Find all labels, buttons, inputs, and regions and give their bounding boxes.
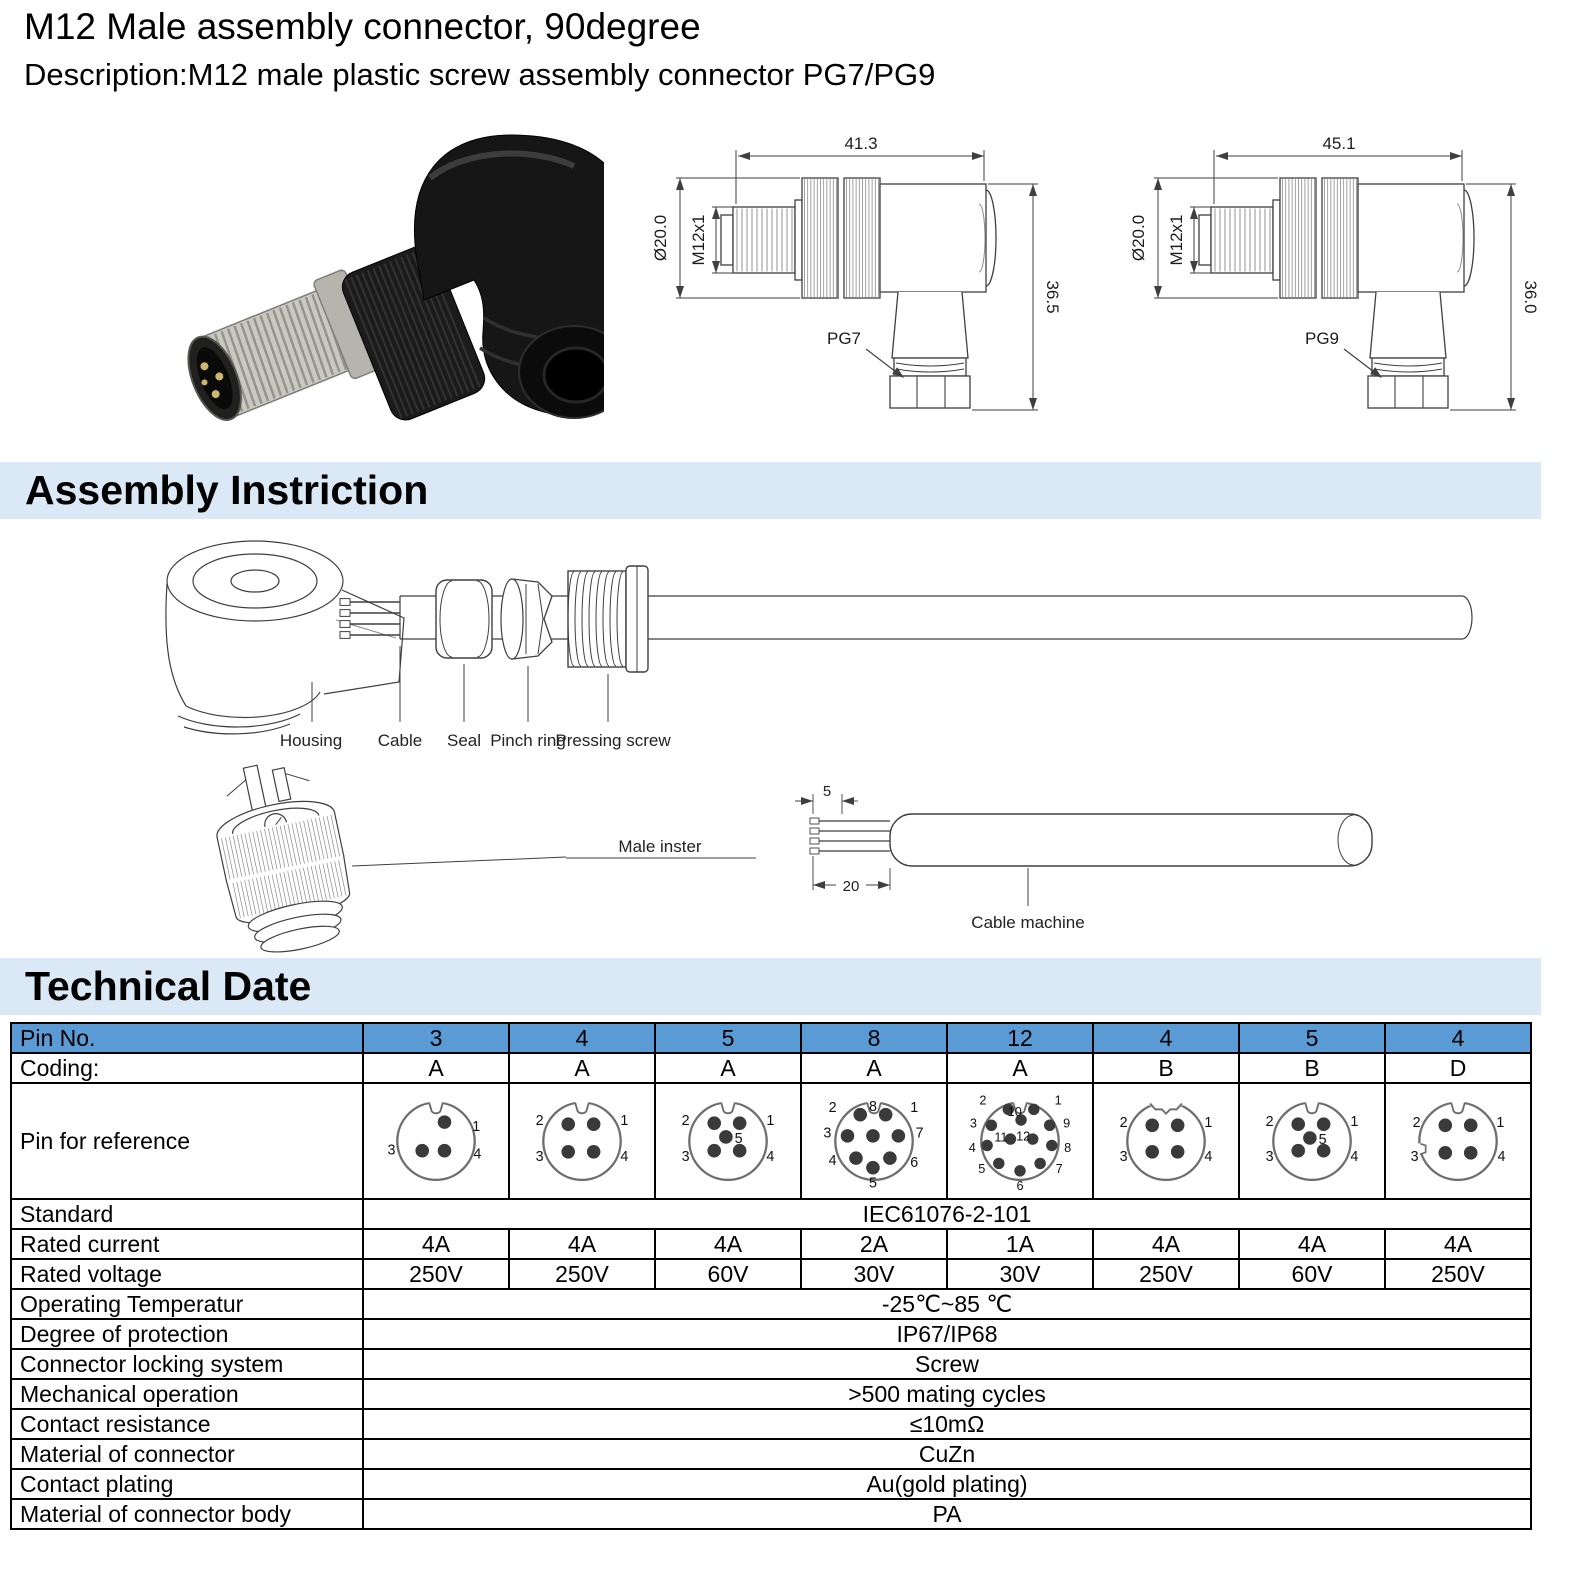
svg-text:3: 3 — [969, 1115, 977, 1131]
pin-diagram-4-D — [1405, 1085, 1511, 1191]
pin-diagram-12-A — [967, 1085, 1073, 1191]
table-row-rated-voltage — [11, 1259, 1531, 1289]
cable-label: Cable — [377, 731, 423, 750]
dim-diameter-label: Ø20.0 — [1129, 214, 1148, 262]
pin-diagram-8-A — [821, 1085, 927, 1191]
row-value-degree-of-protection: IP67/IP68 — [363, 1319, 1531, 1349]
row-value-operating-temperatur: -25℃~85 ℃ — [363, 1289, 1531, 1319]
rated-voltage-cell-3: 60V — [655, 1259, 801, 1289]
technical-section-header — [0, 958, 1541, 1015]
row-label-material-of-connector-body: Material of connector body — [11, 1499, 363, 1529]
rated-current-cell-6: 4A — [1093, 1229, 1239, 1259]
svg-text:4: 4 — [1497, 1148, 1506, 1165]
svg-text:5: 5 — [868, 1175, 877, 1191]
assembly-diagram — [0, 524, 1575, 956]
pressing-screw-label: Pressing screw — [555, 731, 671, 750]
table-row-material-of-connector — [11, 1439, 1531, 1469]
svg-text:1: 1 — [620, 1112, 629, 1129]
pin-no-cell-8: 4 — [1385, 1023, 1531, 1053]
rated-voltage-cell-1: 250V — [363, 1259, 509, 1289]
coding-cell-8: D — [1385, 1053, 1531, 1083]
product-photo — [112, 108, 604, 438]
strip-long-dim: 20 — [842, 878, 860, 895]
svg-text:3: 3 — [681, 1148, 690, 1165]
pin-no-cell-7: 5 — [1239, 1023, 1385, 1053]
svg-text:2: 2 — [681, 1112, 690, 1129]
svg-text:8: 8 — [868, 1099, 877, 1116]
svg-text:3: 3 — [535, 1148, 544, 1165]
svg-text:2: 2 — [1119, 1114, 1128, 1131]
svg-text:4: 4 — [766, 1148, 775, 1165]
assembly-svg — [0, 524, 1575, 956]
svg-text:3: 3 — [387, 1142, 396, 1159]
table-row-pin-for-reference — [11, 1083, 1531, 1199]
assembly-section-header — [0, 462, 1541, 519]
svg-text:3: 3 — [1265, 1148, 1274, 1165]
svg-text:11: 11 — [994, 1129, 1008, 1145]
pin-reference-cell-3 — [655, 1083, 801, 1199]
seal-label: Seal — [446, 731, 482, 750]
pin-no-cell-3: 5 — [655, 1023, 801, 1053]
svg-text:8: 8 — [1064, 1139, 1072, 1155]
rated-current-cell-7: 4A — [1239, 1229, 1385, 1259]
svg-text:4: 4 — [968, 1139, 976, 1155]
pin-no-cell-2: 4 — [509, 1023, 655, 1053]
pin-reference-cell-5 — [947, 1083, 1093, 1199]
row-label-pin-no: Pin No. — [11, 1023, 363, 1053]
row-label-pin-for-reference: Pin for reference — [11, 1083, 363, 1199]
pin-reference-cell-7 — [1239, 1083, 1385, 1199]
svg-text:5: 5 — [978, 1161, 986, 1177]
svg-text:9: 9 — [1063, 1115, 1071, 1131]
product-photo-svg — [112, 108, 604, 438]
table-row-coding — [11, 1053, 1531, 1083]
gland-label: PG9 — [1304, 329, 1340, 348]
rated-current-cell-5: 1A — [947, 1229, 1093, 1259]
page-description: Description:M12 male plastic screw assembly connector PG7/PG9 — [24, 57, 936, 92]
pin-reference-cell-4 — [801, 1083, 947, 1199]
rated-voltage-cell-4: 30V — [801, 1259, 947, 1289]
rated-voltage-cell-7: 60V — [1239, 1259, 1385, 1289]
svg-text:2: 2 — [1412, 1114, 1421, 1131]
coding-cell-4: A — [801, 1053, 947, 1083]
svg-text:6: 6 — [910, 1155, 919, 1172]
row-value-material-of-connector: CuZn — [363, 1439, 1531, 1469]
svg-text:5: 5 — [1318, 1131, 1327, 1148]
rated-current-cell-3: 4A — [655, 1229, 801, 1259]
row-label-degree-of-protection: Degree of protection — [11, 1319, 363, 1349]
drawing-svg-pg9 — [1096, 120, 1571, 452]
svg-text:7: 7 — [915, 1125, 924, 1142]
svg-text:1: 1 — [910, 1100, 919, 1117]
row-value-contact-plating: Au(gold plating) — [363, 1469, 1531, 1499]
rated-current-cell-2: 4A — [509, 1229, 655, 1259]
row-label-material-of-connector: Material of connector — [11, 1439, 363, 1469]
table-row-connector-locking-system — [11, 1349, 1531, 1379]
table-row-standard — [11, 1199, 1531, 1229]
pin-reference-cell-1 — [363, 1083, 509, 1199]
drawing-svg-pg7 — [618, 120, 1093, 452]
table-row-pin-no — [11, 1023, 1531, 1053]
row-label-rated-voltage: Rated voltage — [11, 1259, 363, 1289]
row-label-contact-resistance: Contact resistance — [11, 1409, 363, 1439]
dim-thread-label: M12x1 — [689, 214, 708, 266]
row-label-rated-current: Rated current — [11, 1229, 363, 1259]
svg-text:2: 2 — [1265, 1113, 1274, 1130]
svg-text:6: 6 — [1016, 1178, 1024, 1191]
svg-text:3: 3 — [1119, 1148, 1128, 1165]
dim-length-label: 41.3 — [844, 134, 878, 153]
row-label-contact-plating: Contact plating — [11, 1469, 363, 1499]
svg-text:4: 4 — [473, 1146, 482, 1163]
svg-text:10: 10 — [1007, 1103, 1022, 1119]
rated-voltage-cell-5: 30V — [947, 1259, 1093, 1289]
svg-text:2: 2 — [828, 1100, 837, 1117]
page-title: M12 Male assembly connector, 90degree — [24, 6, 701, 47]
svg-text:3: 3 — [823, 1125, 832, 1142]
cable-machine-label: Cable machine — [971, 913, 1085, 932]
svg-text:1: 1 — [1350, 1113, 1359, 1130]
gland-label: PG7 — [826, 329, 862, 348]
svg-text:7: 7 — [1055, 1161, 1063, 1177]
svg-text:1: 1 — [1496, 1114, 1505, 1131]
svg-text:2: 2 — [535, 1112, 544, 1129]
pin-diagram-5-B — [1259, 1085, 1365, 1191]
housing-label: Housing — [279, 731, 343, 750]
coding-cell-1: A — [363, 1053, 509, 1083]
row-value-standard: IEC61076-2-101 — [363, 1199, 1531, 1229]
svg-text:4: 4 — [828, 1153, 837, 1170]
svg-text:4: 4 — [620, 1148, 629, 1165]
coding-cell-6: B — [1093, 1053, 1239, 1083]
svg-text:2: 2 — [979, 1092, 987, 1108]
pinch-ring-label: Pinch ring — [490, 731, 566, 750]
table-row-material-of-connector-body — [11, 1499, 1531, 1529]
assembly-section-title: Assembly Instriction — [25, 467, 429, 513]
rated-current-cell-8: 4A — [1385, 1229, 1531, 1259]
dim-height-label: 36.0 — [1521, 280, 1540, 314]
row-value-contact-resistance: ≤10mΩ — [363, 1409, 1531, 1439]
male-insert-label: Male inster — [618, 837, 702, 856]
svg-text:12: 12 — [1016, 1128, 1031, 1144]
svg-text:5: 5 — [734, 1130, 743, 1147]
svg-text:1: 1 — [1054, 1092, 1062, 1108]
rated-voltage-cell-8: 250V — [1385, 1259, 1531, 1289]
row-value-connector-locking-system: Screw — [363, 1349, 1531, 1379]
rated-current-cell-4: 2A — [801, 1229, 947, 1259]
pin-diagram-4-A — [529, 1085, 635, 1191]
pin-diagram-5-A — [675, 1085, 781, 1191]
strip-short-dim: 5 — [822, 783, 832, 800]
pin-diagram-4-B — [1113, 1085, 1219, 1191]
dim-thread-label: M12x1 — [1167, 214, 1186, 266]
rated-voltage-cell-6: 250V — [1093, 1259, 1239, 1289]
pin-no-cell-4: 8 — [801, 1023, 947, 1053]
pin-no-cell-6: 4 — [1093, 1023, 1239, 1053]
svg-text:3: 3 — [1410, 1148, 1419, 1165]
row-label-connector-locking-system: Connector locking system — [11, 1349, 363, 1379]
pin-no-cell-1: 3 — [363, 1023, 509, 1053]
row-label-operating-temperatur: Operating Temperatur — [11, 1289, 363, 1319]
pin-no-cell-5: 12 — [947, 1023, 1093, 1053]
row-value-material-of-connector-body: PA — [363, 1499, 1531, 1529]
rated-voltage-cell-2: 250V — [509, 1259, 655, 1289]
technical-table — [10, 1022, 1532, 1530]
row-label-mechanical-operation: Mechanical operation — [11, 1379, 363, 1409]
coding-cell-7: B — [1239, 1053, 1385, 1083]
coding-cell-5: A — [947, 1053, 1093, 1083]
pin-diagram-3-A — [383, 1085, 489, 1191]
rated-current-cell-1: 4A — [363, 1229, 509, 1259]
pin-reference-cell-2 — [509, 1083, 655, 1199]
row-label-coding: Coding: — [11, 1053, 363, 1083]
table-row-operating-temperatur — [11, 1289, 1531, 1319]
coding-cell-3: A — [655, 1053, 801, 1083]
table-row-contact-resistance — [11, 1409, 1531, 1439]
svg-text:1: 1 — [472, 1119, 481, 1136]
svg-text:1: 1 — [1204, 1114, 1213, 1131]
technical-section-title: Technical Date — [25, 963, 312, 1009]
svg-text:1: 1 — [766, 1112, 775, 1129]
technical-drawing-pg7 — [618, 120, 1093, 452]
table-row-rated-current — [11, 1229, 1531, 1259]
dim-length-label: 45.1 — [1322, 134, 1356, 153]
dim-diameter-label: Ø20.0 — [651, 214, 670, 262]
pin-reference-cell-6 — [1093, 1083, 1239, 1199]
pin-reference-cell-8 — [1385, 1083, 1531, 1199]
dim-height-label: 36.5 — [1043, 280, 1062, 314]
coding-cell-2: A — [509, 1053, 655, 1083]
row-value-mechanical-operation: >500 mating cycles — [363, 1379, 1531, 1409]
table-row-contact-plating — [11, 1469, 1531, 1499]
svg-text:4: 4 — [1204, 1148, 1213, 1165]
svg-text:4: 4 — [1350, 1148, 1359, 1165]
table-row-degree-of-protection — [11, 1319, 1531, 1349]
row-label-standard: Standard — [11, 1199, 363, 1229]
table-row-mechanical-operation — [11, 1379, 1531, 1409]
technical-drawing-pg9 — [1096, 120, 1571, 452]
